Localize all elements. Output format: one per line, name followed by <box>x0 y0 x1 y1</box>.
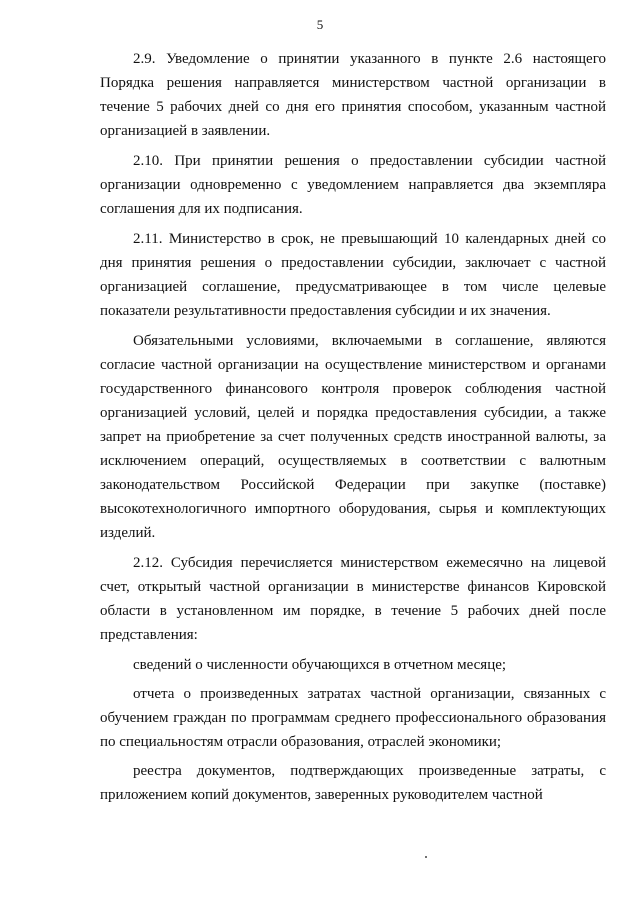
list-item-document-registry: реестра документов, подтверждающих произведенные затраты, с приложением копий документов, заверенных руководителем частной <box>100 763 606 803</box>
list-item-student-count: сведений о численности обучающихся в отчетном месяце; <box>133 657 507 673</box>
document-body <box>100 47 606 812</box>
paragraph-mandatory-conditions: Обязательными условиями, включаемыми в соглашение, являются согласие частной организации на осуществление министерством и органами государственного финансового контроля проверок соблюдения частной организацией условий, целей и порядка предоставления субсидии, а также запрет на приобретение за счет полученных средств иностранной валюты, за исключением операций, осуществляемых в соответствии с валютным законодательством Российской Федерации при закупке (поставке) высокотехнологичного импортного оборудования, сырья и комплектующих изделий. <box>100 333 606 541</box>
list-item-expense-report: отчета о произведенных затратах частной организации, связанных с обучением граждан по программам среднего профессионального образования по специальностям отрасли образования, отраслей экономики; <box>100 686 606 750</box>
paragraph-2-9: 2.9. Уведомление о принятии указанного в пункте 2.6 настоящего Порядка решения направляется министерством частной организации в течение 5 рабочих дней со дня его принятия способом, указанным частной организацией в заявлении. <box>100 51 606 139</box>
paragraph-2-11: 2.11. Министерство в срок, не превышающий 10 календарных дней со дня принятия решения о предоставлении субсидии, заключает с частной организацией соглашение, предусматривающее в том числе целевые показатели результативности предоставления субсидии и их значения. <box>100 231 606 319</box>
paragraph-2-12: 2.12. Субсидия перечисляется министерством ежемесячно на лицевой счет, открытый частной организации в министерстве финансов Кировской области в установленном им порядке, в течение 5 рабочих дней после представления: <box>100 555 606 643</box>
scan-speck <box>425 856 427 858</box>
paragraph-2-10: 2.10. При принятии решения о предоставлении субсидии частной организации одновременно с уведомлением направляется два экземпляра соглашения для их подписания. <box>100 153 606 217</box>
page-number: 5 <box>316 17 324 32</box>
